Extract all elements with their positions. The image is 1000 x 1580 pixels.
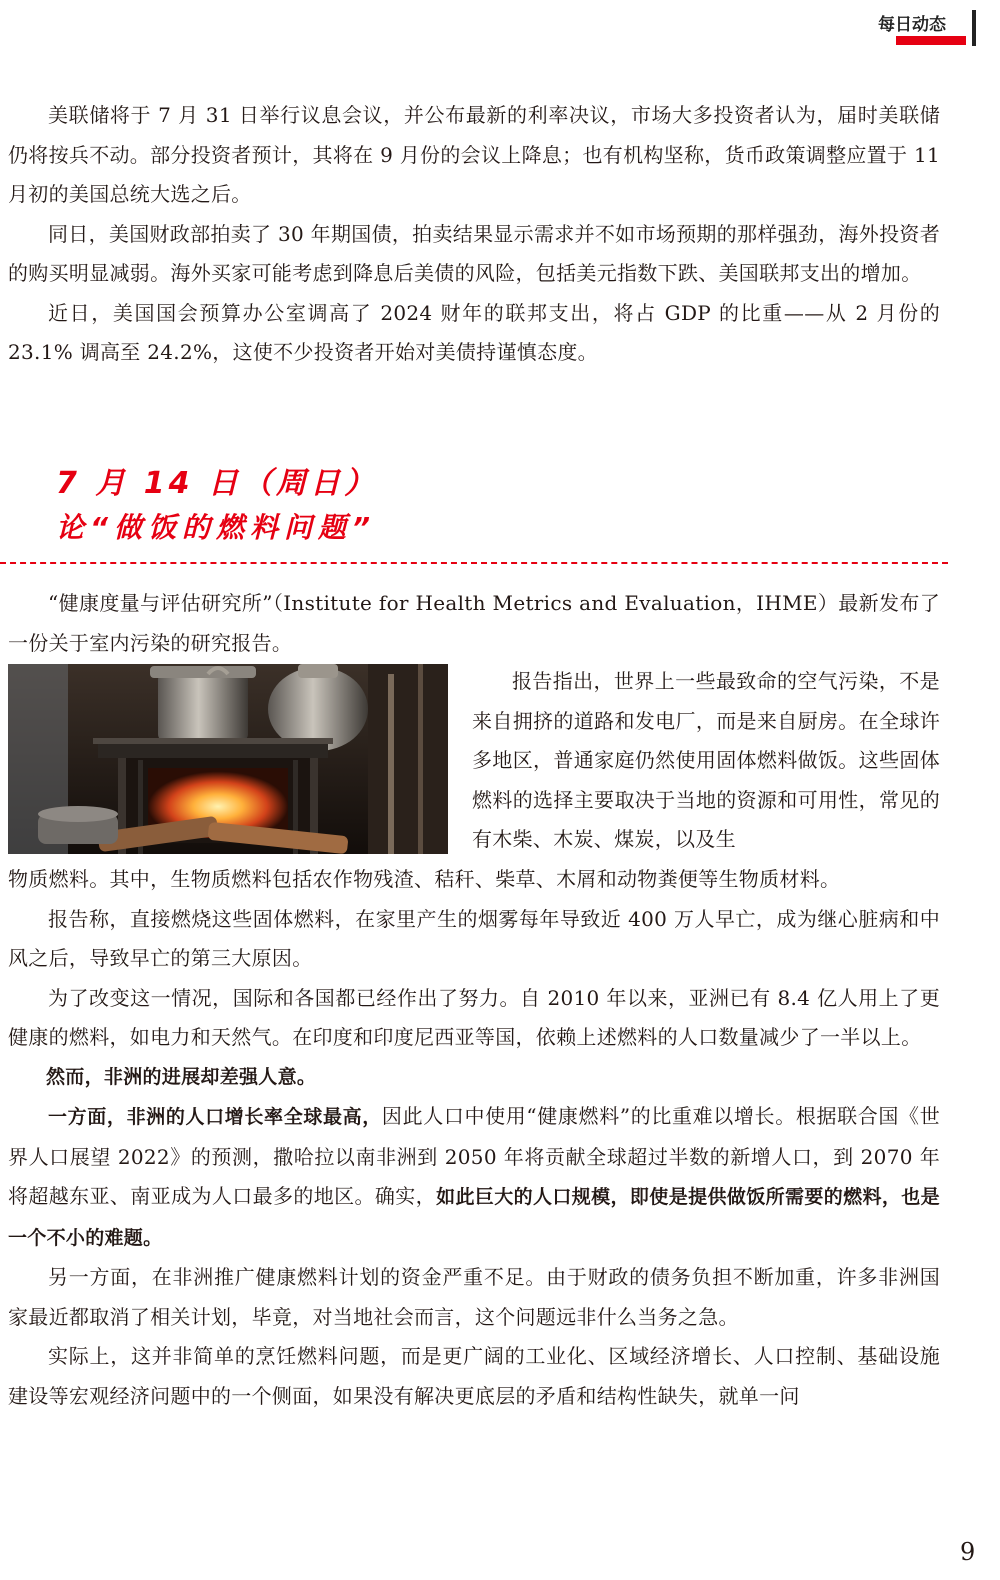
paragraph-one-hand — [8, 1097, 940, 1258]
bold-lead: 一方面，非洲的人口增长率全球最高， — [48, 1106, 382, 1128]
paragraph: 近日，美国国会预算办公室调高了 2024 财年的联邦支出，将占 GDP 的比重——从 2 月份的 23.1% 调高至 24.2%，这使不少投资者开始对美债持谨慎态度。 — [8, 300, 940, 364]
wrap-paragraph — [472, 662, 940, 860]
stove-photo — [8, 664, 448, 854]
paragraph-africa: 然而，非洲的进展却差强人意。 — [46, 1065, 317, 1088]
paragraph: 报告称，直接燃烧这些固体燃料，在家里产生的烟雾每年导致近 400 万人早亡，成为继心脏病和中风之后，导致早亡的第三大原因。 — [8, 906, 940, 970]
section-date: 7 月 14 日（周日） — [56, 466, 378, 501]
section-tag: 每日动态 — [878, 15, 946, 35]
header-red-bar — [896, 36, 966, 45]
paragraph-continuation: 物质燃料。其中，生物质燃料包括农作物残渣、秸秆、柴草、木屑和动物粪便等生物质材料。 — [8, 867, 841, 891]
paragraph: 实际上，这并非简单的烹饪燃料问题，而是更广阔的工业化、区域经济增长、人口控制、基础设施建设等宏观经济问题中的一个侧面，如果没有解决更底层的矛盾和结构性缺失，就单一问 — [8, 1344, 940, 1408]
paragraph: 报告指出，世界上一些最致命的空气污染，不是来自拥挤的道路和发电厂，而是来自厨房。在全球许多地区，普通家庭仍然使用固体燃料做饭。这些固体燃料的选择主要取决于当地的资源和可用性，常见的有木柴、木炭、煤炭，以及生 — [472, 669, 940, 851]
paragraph: 另一方面，在非洲推广健康燃料计划的资金严重不足。由于财政的债务负担不断加重，许多非洲国家最近都取消了相关计划，毕竟，对当地社会而言，这个问题远非什么当务之急。 — [8, 1265, 940, 1329]
bold-tail: 如此巨大的人口规模，即使是提供做饭所需要的燃料，也是一个不小的难题。 — [8, 1186, 940, 1249]
paragraph: “健康度量与评估研究所”（Institute for Health Metrics and Evaluation，IHME）最新发布了一份关于室内污染的研究报告。 — [8, 591, 940, 655]
header-divider — [972, 10, 976, 46]
paragraph-text: 因此人口中使用“健康燃料”的比重难以增长。根据联合国《世界人口展望 2022》的预测，撒哈拉以南非洲到 2050 年将贡献全球超过半数的新增人口，到 2070 年将超越东亚、南亚成为人口最多的地区。确实， — [8, 1104, 940, 1208]
paragraph: 美联储将于 7 月 31 日举行议息会议，并公布最新的利率决议，市场大多投资者认为，届时美联储仍将按兵不动。部分投资者预计，其将在 9 月份的会议上降息；也有机构坚称，货币政策调整应置于 11 月初的美国总统大选之后。 — [8, 103, 940, 206]
section-divider — [0, 562, 948, 564]
article-body — [8, 860, 940, 1416]
section-title: 论“做饭的燃料问题” — [56, 511, 377, 544]
page-number: 9 — [960, 1538, 976, 1566]
intro-text — [8, 96, 940, 373]
article-lead — [8, 584, 940, 663]
paragraph: 同日，美国财政部拍卖了 30 年期国债，拍卖结果显示需求并不如市场预期的那样强劲，海外投资者的购买明显减弱。海外买家可能考虑到降息后美债的风险，包括美元指数下跌、美国联邦支出的增加。 — [8, 221, 940, 285]
paragraph: 为了改变这一情况，国际和各国都已经作出了努力。自 2010 年以来，亚洲已有 8.4 亿人用上了更健康的燃料，如电力和天然气。在印度和印度尼西亚等国，依赖上述燃料的人口数量减少了一半以上。 — [8, 985, 940, 1049]
